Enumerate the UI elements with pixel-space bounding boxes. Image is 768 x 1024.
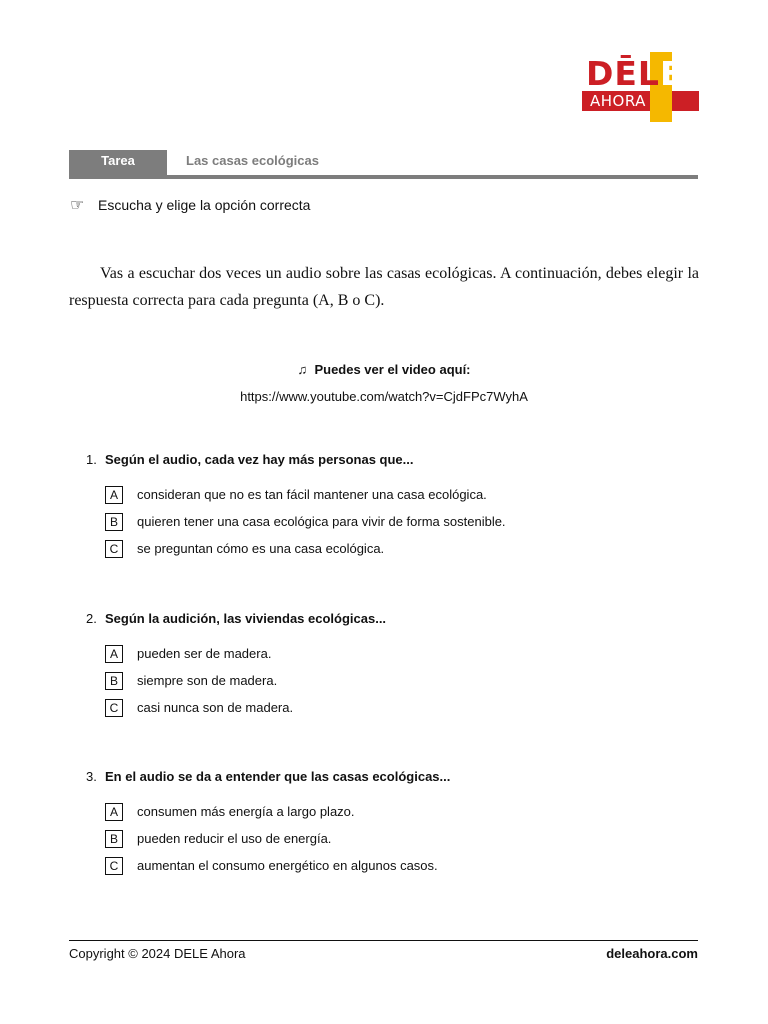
option-letter-box[interactable]: C — [105, 857, 123, 875]
option-letter-box[interactable]: C — [105, 699, 123, 717]
option-letter-box[interactable]: B — [105, 672, 123, 690]
question-1 — [86, 451, 696, 556]
video-label — [0, 362, 768, 377]
video-label-text: Puedes ver el video aquí: — [314, 362, 471, 377]
question-number: 3. — [86, 769, 97, 784]
task-tab-label: Tarea — [69, 150, 167, 176]
question-3 — [86, 768, 696, 873]
option-letter-box[interactable]: A — [105, 803, 123, 821]
footer-rule — [69, 940, 698, 941]
logo-brand-last: E — [659, 54, 684, 93]
question-prompt: En el audio se da a entender que las casas ecológicas... — [105, 769, 451, 784]
instruction — [70, 196, 310, 215]
question-number: 1. — [86, 452, 97, 467]
pointing-hand-icon: ☞ — [70, 197, 85, 214]
instruction-text: Escucha y elige la opción correcta — [98, 197, 311, 213]
option-letter-box[interactable]: B — [105, 513, 123, 531]
dele-ahora-logo — [582, 52, 699, 122]
footer-copyright: Copyright © 2024 DELE Ahora — [69, 946, 246, 961]
logo-sub-text: AHORA — [590, 92, 646, 110]
option-text: aumentan el consumo energético en algunos casos. — [137, 858, 438, 873]
option-text: quieren tener una casa ecológica para vivir de forma sostenible. — [137, 514, 506, 529]
logo-brand-main: DĒL — [586, 54, 660, 93]
task-title: Las casas ecológicas — [186, 153, 319, 168]
option-letter-box[interactable]: A — [105, 645, 123, 663]
question-prompt: Según la audición, las viviendas ecológicas... — [105, 611, 387, 626]
option-text: pueden reducir el uso de energía. — [137, 831, 332, 846]
question-text — [86, 768, 696, 786]
question-2 — [86, 610, 696, 715]
logo-brand-text — [586, 54, 684, 94]
option-text: siempre son de madera. — [137, 673, 278, 688]
music-note-icon: ♫ — [297, 362, 308, 377]
option-text: pueden ser de madera. — [137, 646, 272, 661]
question-text — [86, 451, 696, 469]
option-text: consideran que no es tan fácil mantener una casa ecológica. — [137, 487, 487, 502]
option-letter-box[interactable]: C — [105, 540, 123, 558]
question-prompt: Según el audio, cada vez hay más personas que... — [105, 452, 414, 467]
option-text: casi nunca son de madera. — [137, 700, 294, 715]
option-text: se preguntan cómo es una casa ecológica. — [137, 541, 385, 556]
option-letter-box[interactable]: B — [105, 830, 123, 848]
footer-site-link[interactable]: deleahora.com — [606, 946, 698, 961]
task-header — [69, 150, 698, 179]
option-letter-box[interactable]: A — [105, 486, 123, 504]
option-text: consumen más energía a largo plazo. — [137, 804, 355, 819]
question-text — [86, 610, 696, 628]
video-link[interactable]: https://www.youtube.com/watch?v=CjdFPc7WyhA — [240, 389, 528, 404]
header-rule — [69, 175, 698, 179]
intro-paragraph: Vas a escuchar dos veces un audio sobre las casas ecológicas. A continuación, debes elegir la respuesta correcta para cada pregunta (A, B o C). — [69, 265, 699, 309]
question-number: 2. — [86, 611, 97, 626]
